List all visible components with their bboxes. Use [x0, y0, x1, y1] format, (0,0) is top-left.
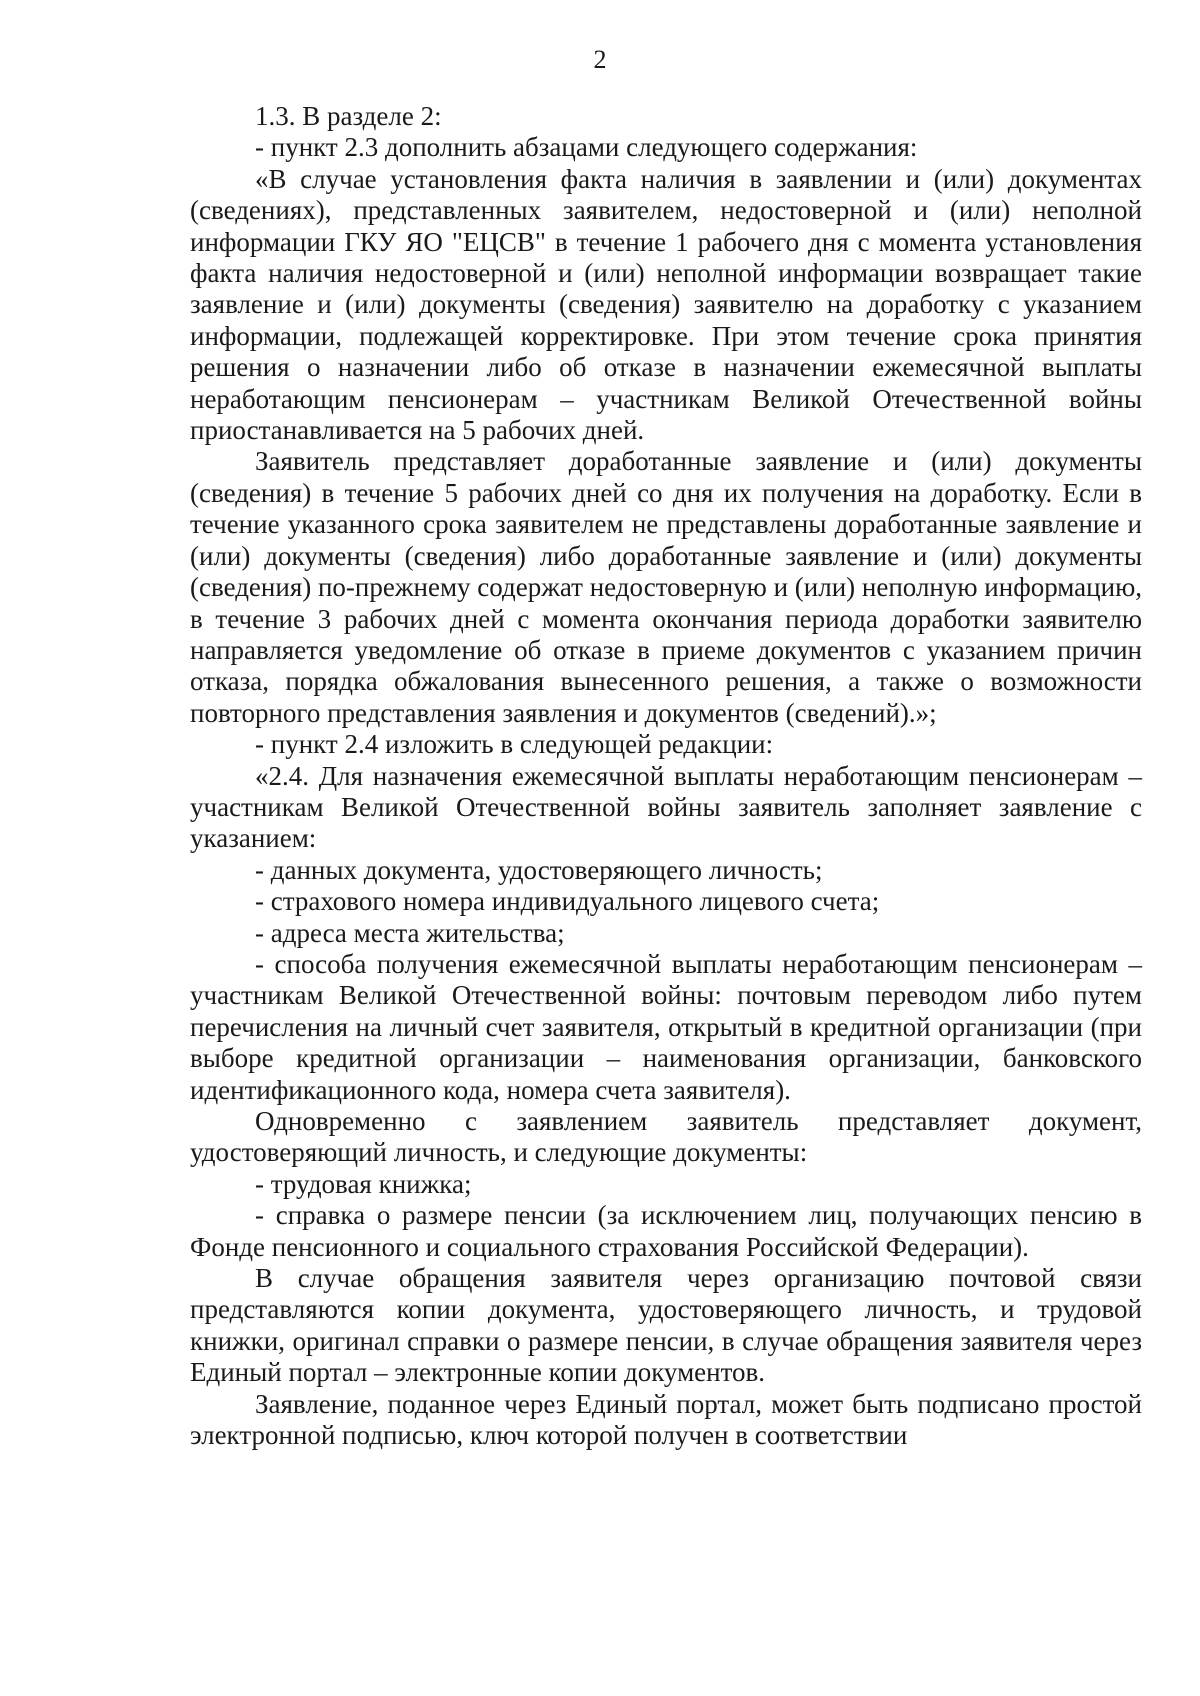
amendment-item: - пункт 2.3 дополнить абзацами следующего содержания:: [255, 132, 918, 163]
page-number: 2: [593, 45, 607, 74]
text-paragraph: В случае обращения заявителя через организацию почтовой связи представляются копии документа, удостоверяющего личность, и трудовой книжки, оригинал справки о размере пенсии, в случае обращения заявителя через Единый портал – электронные копии документов.: [190, 1263, 1142, 1388]
quoted-paragraph: «В случае установления факта наличия в заявлении и (или) документах (сведениях), представленных заявителем, недостоверной и (или) неполной информации ГКУ ЯО "ЕЦСВ" в течение 1 рабочего дня с момента установления факта наличия недостоверной и (или) неполной информации возвращает такие заявление и (или) документы (сведения) заявителю на доработку с указанием информации, подлежащей корректировке. При этом течение срока принятия решения о назначении либо об отказе в назначении ежемесячной выплаты неработающим пенсионерам – участникам Великой Отечественной войны приостанавливается на 5 рабочих дней.: [190, 163, 1142, 446]
text-paragraph: Заявление, поданное через Единый портал, может быть подписано простой электронной подписью, ключ которой получен в соответствии: [190, 1388, 1142, 1451]
list-item: - страхового номера индивидуального лицевого счета;: [255, 886, 880, 917]
list-item: - способа получения ежемесячной выплаты неработающим пенсионерам – участникам Великой Отечественной войны: почтовым переводом либо путем перечисления на личный счет заявителя, открытый в кредитной организации (при выборе кредитной организации – наименования организации, банковского идентификационного кода, номера счета заявителя).: [190, 948, 1142, 1105]
section-heading: 1.3. В разделе 2:: [255, 101, 442, 131]
list-item: - данных документа, удостоверяющего личность;: [255, 854, 823, 885]
amendment-item: - пункт 2.4 изложить в следующей редакции:: [255, 729, 774, 760]
list-item: - адреса места жительства;: [255, 917, 565, 948]
quoted-paragraph: «2.4. Для назначения ежемесячной выплаты неработающим пенсионерам – участникам Великой Отечественной войны заявитель заполняет заявление с указанием:: [190, 760, 1142, 854]
text-paragraph: Заявитель представляет доработанные заявление и (или) документы (сведения) в течение 5 рабочих дней со дня их получения на доработку. Если в течение указанного срока заявителем не представлены доработанные заявление и (или) документы (сведения) либо доработанные заявление и (или) документы (сведения) по-прежнему содержат недостоверную и (или) неполную информацию, в течение 3 рабочих дней с момента окончания периода доработки заявителю направляется уведомление об отказе в приеме документов с указанием причин отказа, порядка обжалования вынесенного решения, а также о возможности повторного представления заявления и документов (сведений).»;: [190, 446, 1142, 728]
text-paragraph: Одновременно с заявлением заявитель представляет документ, удостоверяющий личность, и следующие документы:: [190, 1106, 1142, 1168]
document-body: [190, 101, 1142, 1451]
list-item: - справка о размере пенсии (за исключением лиц, получающих пенсию в Фонде пенсионного и социального страхования Российской Федерации).: [190, 1200, 1142, 1262]
list-item: - трудовая книжка;: [255, 1168, 472, 1199]
